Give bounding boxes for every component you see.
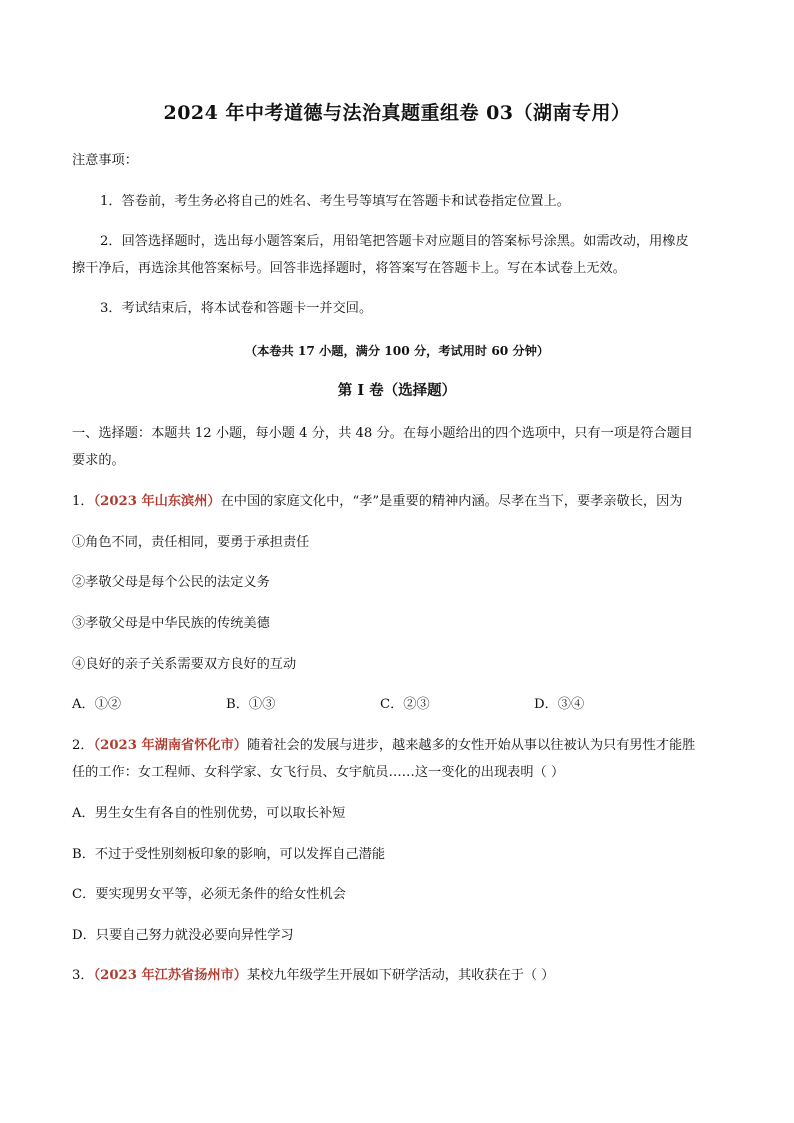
notice-item-2: 2．回答选择题时，选出每小题答案后，用铅笔把答题卡对应题目的答案标号涂黑。如需改动，用橡皮 (100, 234, 689, 249)
option-c: C．要实现男女平等，必须无条件的给女性机会 (72, 887, 346, 902)
notice-item-3: 3．考试结束后，将本试卷和答题卡一并交回。 (100, 301, 373, 316)
question-2-stem-continued: 任的工作：女工程师、女科学家、女飞行员、女宇航员……这一变化的出现表明（ ） (72, 765, 565, 780)
question-number: 3． (72, 968, 94, 983)
question-stem: 某校九年级学生开展如下研学活动，其收获在于（ ） (246, 968, 555, 983)
question-stem: 在中国的家庭文化中，“孝”是重要的精神内涵。尽孝在当下，要孝亲敬长，因为 (220, 494, 683, 509)
notice-heading: 注意事项： (72, 153, 138, 168)
question-number: 1． (72, 494, 94, 509)
option-b: B．①③ (226, 697, 276, 712)
question-source: （2023 年山东滨州） (93, 494, 221, 509)
statement-1: ①角色不同，责任相同，要勇于承担责任 (72, 535, 310, 550)
section-title: 第 I 卷（选择题） (337, 382, 457, 399)
statement-2: ②孝敬父母是每个公民的法定义务 (72, 575, 270, 590)
notice-item-1: 1．答卷前，考生务必将自己的姓名、考生号等填写在答题卡和试卷指定位置上。 (100, 194, 570, 209)
option-c: C．②③ (380, 697, 430, 712)
question-stem: 随着社会的发展与进步，越来越多的女性开始从事以往被认为只有男性才能胜 (246, 738, 696, 753)
option-d: D．只要自己努力就没必要向异性学习 (72, 928, 294, 943)
option-a: A．①② (72, 697, 122, 712)
notice-item-2-continued: 擦干净后，再选涂其他答案标号。回答非选择题时，将答案写在答题卡上。写在本试卷上无效。 (72, 261, 626, 276)
section-intro-line-2: 要求的。 (72, 453, 125, 468)
question-3 (72, 966, 554, 986)
option-b: B．不过于受性别刻板印象的影响，可以发挥自己潜能 (72, 847, 386, 862)
question-number: 2． (72, 738, 94, 753)
option-a: A．男生女生有各自的性别优势，可以取长补短 (72, 806, 346, 821)
exam-title: 2024 年中考道德与法治真题重组卷 03（湖南专用） (163, 102, 631, 124)
question-1 (72, 492, 682, 512)
statement-3: ③孝敬父母是中华民族的传统美德 (72, 616, 270, 631)
section-intro-line-1: 一、选择题：本题共 12 小题，每小题 4 分，共 48 分。在每小题给出的四个选项中，只有一项是符合题目 (72, 426, 693, 441)
question-source: （2023 年湖南省怀化市） (93, 738, 247, 753)
question-2 (72, 736, 695, 756)
option-d: D．③④ (534, 697, 585, 712)
exam-info: （本卷共 17 小题，满分 100 分，考试用时 60 分钟） (244, 344, 550, 358)
statement-4: ④良好的亲子关系需要双方良好的互动 (72, 657, 297, 672)
question-source: （2023 年江苏省扬州市） (93, 968, 247, 983)
